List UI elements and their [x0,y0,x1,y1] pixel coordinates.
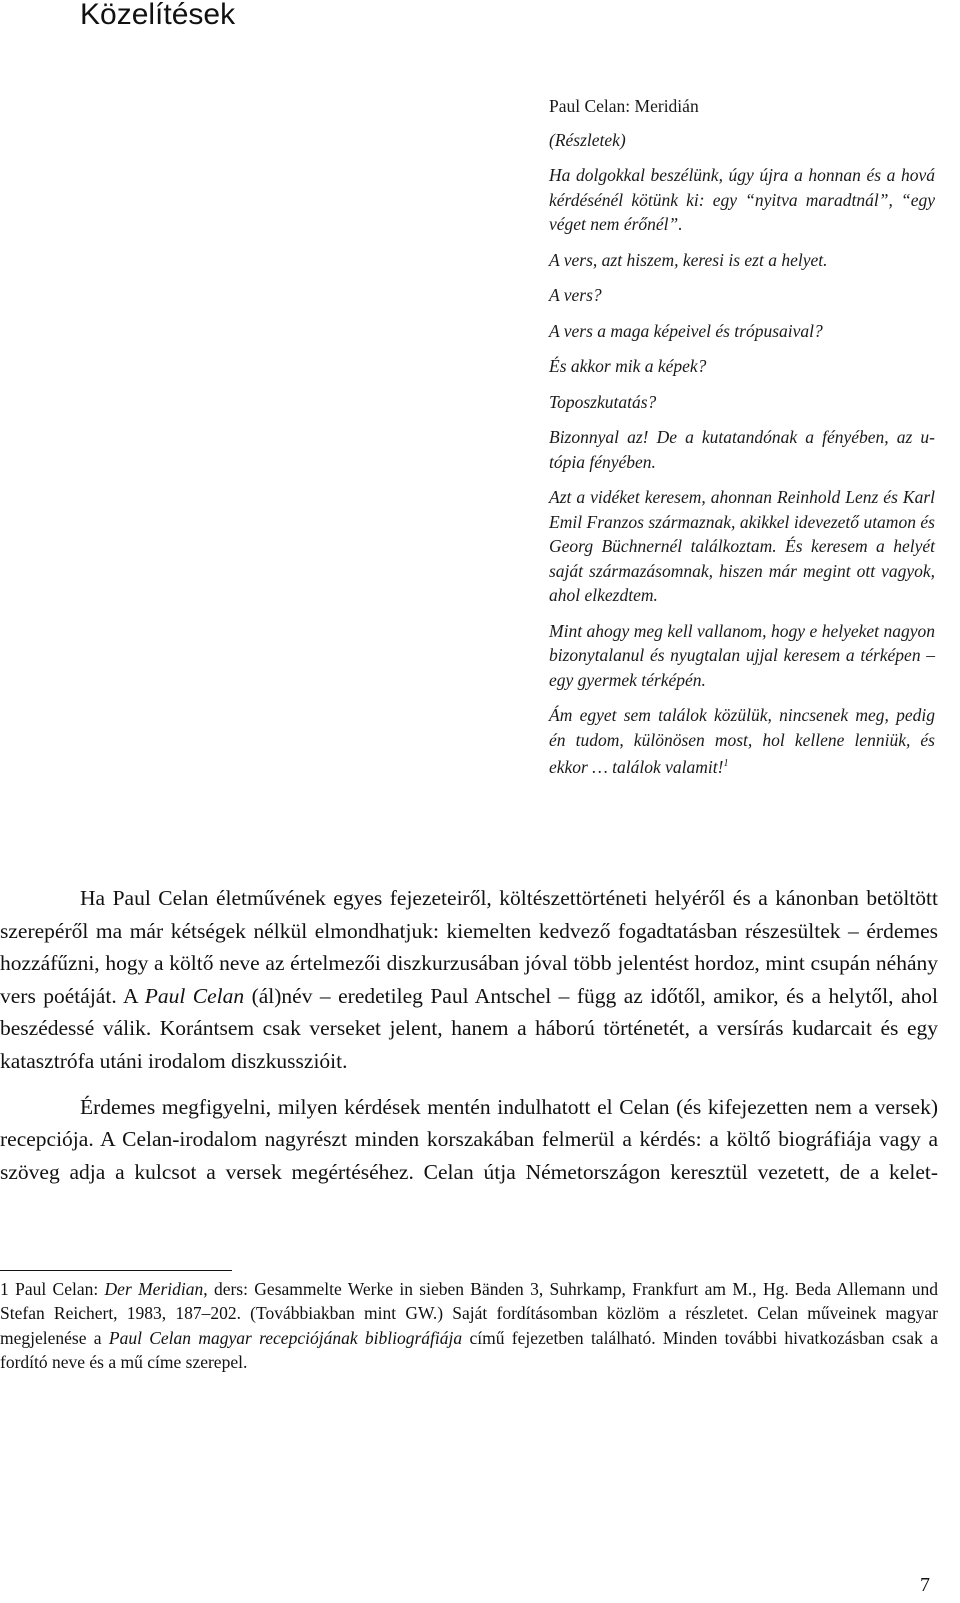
motto-paragraph: Ha dolgokkal beszélünk, úgy újra a honnan és a hová kérdésénél kötünk ki: egy “nyitva maradtnál”, “egy véget nem érőnél”. [549,165,935,234]
footnote-separator [0,1270,232,1271]
page-number: 7 [920,1574,930,1596]
motto-paragraph: És akkor mik a képek? [549,356,707,376]
motto-paragraph: Bizonnyal az! De a kutatandónak a fényében, az u-tópia fényében. [549,427,935,472]
body-paragraph-1 [0,882,938,1078]
motto-paragraph: A vers a maga képeivel és trópusaival? [549,320,823,341]
main-text [0,882,938,1201]
body-paragraph-1-name: Paul Celan [144,983,245,1008]
motto-paragraph-last [549,703,935,779]
footnote-title-1: Der Meridian [104,1279,204,1299]
motto-author: Paul Celan: Meridián [549,96,699,116]
footnote [0,1277,938,1375]
motto-paragraph: Mint ahogy meg kell vallanom, hogy e helyeket nagyon bizonytalanul és nyugtalan ujjal keresem a térképen – egy gyermek térképén. [549,620,935,690]
footnote-part-a: 1 Paul Celan: [0,1279,105,1299]
body-paragraph-2: Érdemes megfigyelni, milyen kérdések mentén indulhatott el Celan (és kifejezetten nem a versek) recepciója. A Celan-irodalom nagyrészt minden korszakában felmerül a kérdés: a költő biográfiája vagy a szöveg adja a kulcsot a versek megértéséhez. Celan útja Németországon keresztül vezetett, de a kelet- [0,1094,938,1184]
footnote-part-c: című fejezetben található. Minden további hivatkozásban csak a fordító neve és a mű címe szerepel. [0,1327,938,1373]
body-paragraph-1-part-b: (ál)név – eredetileg Paul Antschel – függ az időtől, amikor, és a helytől, ahol beszédessé válik. Korántsem csak verseket jelent, hanem a háború történetét, a versírás kudarcait és egy katasztrófa utáni irodalom diszkusszióit. [0,983,938,1073]
footnote-part-b: , ders: Gesammelte Werke in sieben Bänden 3, Suhrkamp, Frankfurt am M., Hg. Beda Allemann und Stefan Reichert, 1983, 187–202. (Továbbiakban mint GW.) Saját fordításomban közlöm a részletet. Celan műveinek magyar megjelenése a [0,1279,938,1348]
motto-paragraph: A vers, azt hiszem, keresi is ezt a helyet. [549,249,828,270]
motto-subtitle: (Részletek) [549,129,626,150]
motto-paragraph: Azt a vidéket keresem, ahonnan Reinhold Lenz és Karl Emil Franzos származnak, akikkel idevezető utamon és Georg Büchnernél találkoztam. És keresem a helyét saját származásomnak, hiszen már megint ott vagyok, ahol elkezdtem. [549,487,935,605]
motto-paragraph: A vers? [549,285,602,305]
chapter-title: Közelítések [80,0,236,31]
footnote-reference[interactable]: 1 [723,758,729,769]
motto-block [549,94,935,790]
motto-last-text: Ám egyet sem találok közülük, nincsenek meg, pedig én tudom, különösen most, hol kellene lenniük, és ekkor … találok valamit! [549,705,935,777]
footnote-title-2: Paul Celan magyar recepciójának bibliográfiája [108,1327,463,1348]
body-paragraph-1-part-a: Ha Paul Celan életművének egyes fejezeteiről, költészettörténeti helyéről és a kánonban betöltött szerepéről ma már kétségek nélkül elmondhatjuk: kiemelten kedvező fogadtatásban részesültek – érdemes hozzáfűzni, hogy a költő neve az értelmezői diszkurzusában jóval több jelentést hordoz, mint csupán néhány vers poétáját. A [0,886,938,1008]
motto-paragraph: Toposzkutatás? [549,391,657,412]
